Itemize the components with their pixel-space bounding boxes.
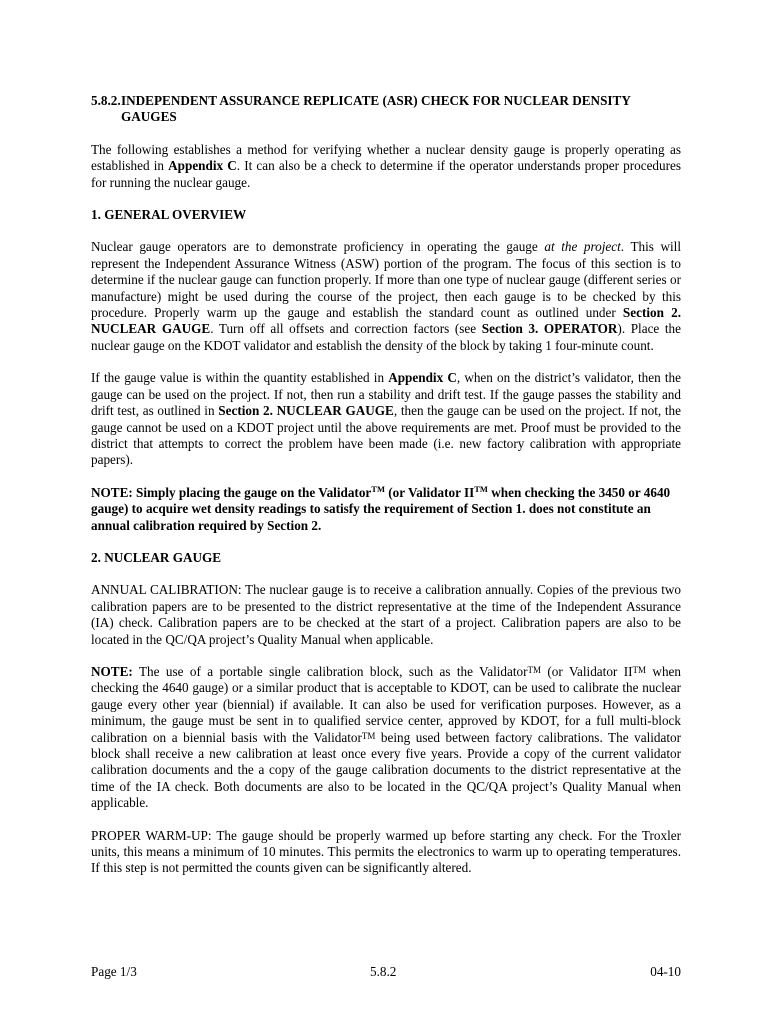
note-label: NOTE: — [91, 663, 133, 679]
s1p1-italic: at the project — [544, 239, 621, 255]
section2-note — [91, 664, 681, 812]
note2-text-d: being used between factory calibrations. The validator block shall receive a new calibration at least once every five years. Provide a copy of the current validator calibration documents and the a copy of the gauge calibration documents to the district representative at the time of the IA check. Both documents are also to be located in the QC/QA project’s Quality Manual when applicable. — [91, 729, 681, 811]
trademark-mark: TM — [527, 664, 541, 675]
intro-text: The following establishes a method for verifying whether a nuclear density gauge is properly operating as established in — [91, 141, 681, 174]
appendix-c-ref: Appendix C — [168, 158, 237, 174]
footer-section: 5.8.2 — [370, 964, 397, 979]
trademark-mark: TM — [632, 664, 647, 675]
section2-paragraph1: ANNUAL CALIBRATION: The nuclear gauge is to receive a calibration annually. Copies of the previous two calibration papers are to be presented to the district representative at the time of the Independent Assurance (IA) check. Calibration papers are to be checked at the start of a project. Calibration papers are also to be located in the QC/QA project’s Quality Manual when applicable. — [91, 582, 681, 647]
footer-page-number: Page 1/3 — [91, 964, 137, 979]
note1-text-a: NOTE: Simply placing the gauge on the Validator — [91, 484, 372, 500]
s1p1-text-g: ). Place the nuclear gauge on the KDOT validator and establish the density of the block by taking 1 four-minute count. — [91, 321, 682, 353]
appendix-c-ref-2: Appendix C — [388, 370, 457, 386]
section1-heading: 1. GENERAL OVERVIEW — [91, 207, 247, 223]
document-title — [91, 93, 681, 126]
note2-text-b: (or Validator II — [541, 663, 633, 679]
trademark-sup: TM — [474, 483, 488, 494]
s1p1-text-a: Nuclear gauge operators are to demonstrate proficiency in operating the gauge — [91, 239, 545, 255]
trademark-sup: TM — [371, 483, 385, 494]
section2-heading: 2. NUCLEAR GAUGE — [91, 549, 222, 565]
s1p2-text-c: , when on the district’s validator, then the gauge can be used on the project. If not, then run a stability and drift test. If the gauge passes the stability and drift test, as outlined in — [91, 370, 681, 419]
s1p2-text-e: , then the gauge can be used on the project. If not, the gauge cannot be used on a KDOT project until the above requirements are met. Proof must be provided to the district that attempts to correct the problem have been made (i.e. new factory calibration with appropriate papers). — [91, 403, 682, 468]
footer-date: 04-10 — [650, 964, 681, 979]
page-footer — [91, 964, 681, 980]
section1-note — [91, 485, 681, 534]
note2-text-c: when checking the 4640 gauge) or a similar product that is acceptable to KDOT, can be used to calibrate the nuclear gauge every other year (biennial) if available. It can also be used for verification purposes. However, as a minimum, the gauge must be sent in to qualified service center, approved by KDOT, for a full multi-block calibration on a biennial basis with the Validator — [91, 663, 681, 745]
section2-paragraph3: PROPER WARM-UP: The gauge should be properly warmed up before starting any check. For the Troxler units, this means a minimum of 10 minutes. This permits the electronics to warm up to operating temperatures. If this step is not permitted the counts given can be significantly altered. — [91, 827, 681, 876]
section2-ref: Section 2. NUCLEAR GAUGE — [91, 305, 681, 337]
trademark-mark: TM — [361, 730, 376, 741]
section3-ref: Section 3. OPERATOR — [481, 321, 618, 337]
s1p1-text-c: . This will represent the Independent Assurance Witness (ASW) portion of the program. The focus of this section is to determine if the nuclear gauge can function properly. If more than one type of nuclear gauge (different series or manufacture) might be used during the course of the project, then each gauge is to be checked by this procedure. Properly warm up the gauge and establish the standard count as outlined under — [91, 239, 682, 321]
intro-paragraph — [91, 142, 681, 191]
s1p1-text-e: . Turn off all offsets and correction factors (see — [210, 321, 482, 337]
note1-text-c: when checking the 3450 or 4640 gauge) to acquire wet density readings to satisfy the requirement of Section 1. does not constitute an annual calibration required by Section 2. — [91, 484, 671, 533]
section1-paragraph1 — [91, 239, 681, 354]
section1-paragraph2 — [91, 370, 681, 468]
document-page — [91, 93, 681, 877]
note2-text-a: The use of a portable single calibration block, such as the Validator — [132, 663, 528, 679]
title-text: INDEPENDENT ASSURANCE REPLICATE (ASR) CHECK FOR NUCLEAR DENSITY GAUGES — [121, 93, 631, 125]
note1-text-b: (or Validator II — [384, 484, 475, 500]
s1p2-text-a: If the gauge value is within the quantity established in — [91, 370, 389, 386]
intro-text-end: . It can also be a check to determine if the operator understands proper procedures for running the nuclear gauge. — [91, 158, 681, 190]
title-number: 5.8.2. — [91, 93, 121, 108]
section2-ref-2: Section 2. NUCLEAR GAUGE — [218, 403, 394, 419]
